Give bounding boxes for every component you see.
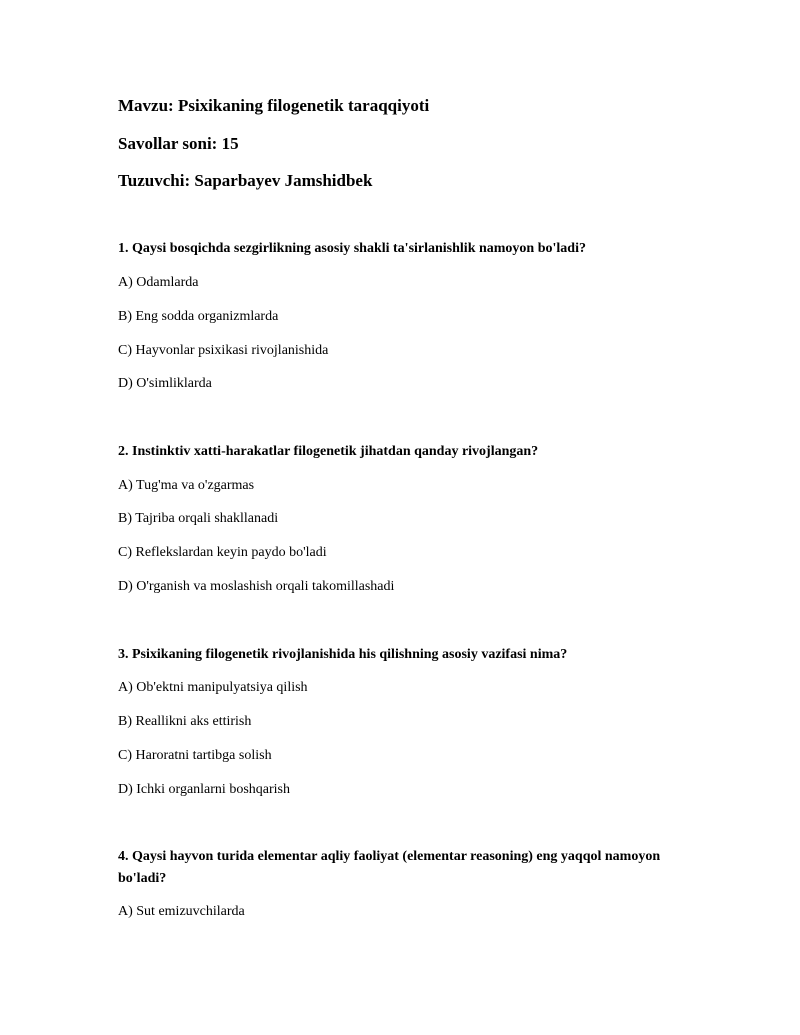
question-4-option-a: A) Sut emizuvchilarda — [118, 904, 245, 919]
question-3-option-d: D) Ichki organlarni boshqarish — [118, 782, 290, 797]
question-2-option-a: A) Tug'ma va o'zgarmas — [118, 478, 255, 493]
question-2-title: 2. Instinktiv xatti-harakatlar filogenetik jihatdan qanday rivojlangan? — [118, 444, 539, 459]
question-2-option-c: C) Reflekslardan keyin paydo bo'ladi — [118, 545, 327, 560]
question-3-title: 3. Psixikaning filogenetik rivojlanishida his qilishning asosiy vazifasi nima? — [118, 647, 568, 662]
question-1-option-a: A) Odamlarda — [118, 275, 199, 290]
question-2-option-d: D) O'rganish va moslashish orqali takomillashadi — [118, 579, 395, 594]
author-heading: Tuzuvchi: Saparbayev Jamshidbek — [118, 171, 373, 190]
question-3-option-a: A) Ob'ektni manipulyatsiya qilish — [118, 680, 308, 695]
question-2-option-b: B) Tajriba orqali shakllanadi — [118, 511, 279, 526]
question-1-title: 1. Qaysi bosqichda sezgirlikning asosiy shakli ta'sirlanishlik namoyon bo'ladi? — [118, 241, 586, 256]
question-3-option-c: C) Haroratni tartibga solish — [118, 748, 272, 763]
question-count-heading: Savollar soni: 15 — [118, 134, 239, 153]
question-1-option-b: B) Eng sodda organizmlarda — [118, 309, 279, 324]
question-1-option-c: C) Hayvonlar psixikasi rivojlanishida — [118, 343, 329, 358]
question-1-option-d: D) O'simliklarda — [118, 376, 212, 391]
question-4-title: 4. Qaysi hayvon turida elementar aqliy faoliyat (elementar reasoning) eng yaqqol namoyon bo'ladi? — [118, 849, 661, 886]
topic-heading: Mavzu: Psixikaning filogenetik taraqqiyoti — [118, 96, 430, 115]
question-3-option-b: B) Reallikni aks ettirish — [118, 714, 252, 729]
